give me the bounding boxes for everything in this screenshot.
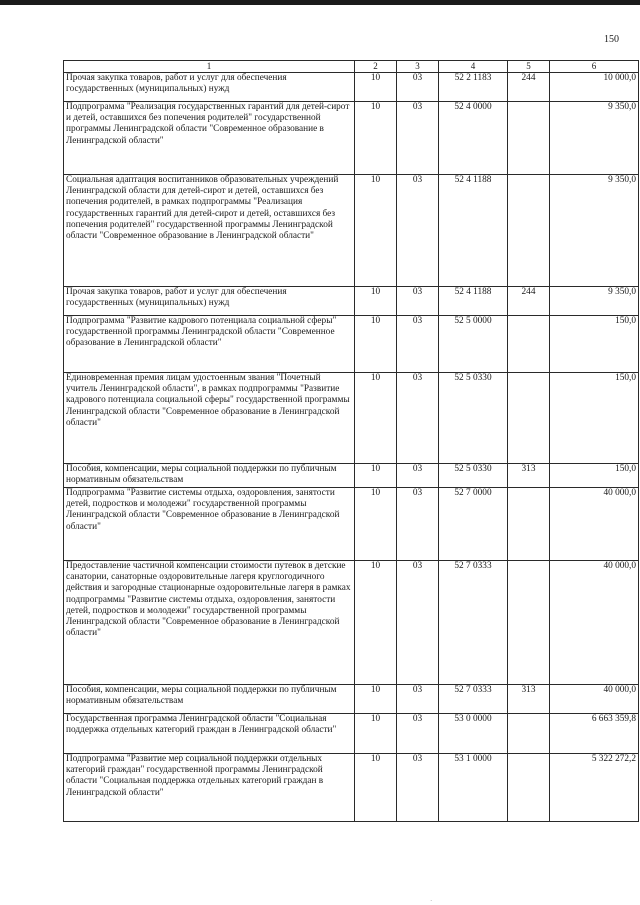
cell-subsection: 03 xyxy=(397,561,439,685)
page-number: 150 xyxy=(604,34,619,45)
cell-type xyxy=(508,316,550,373)
cell-name: Прочая закупка товаров, работ и услуг для обеспечения государственных (муниципальных) нужд xyxy=(64,287,355,316)
header-name: 1 xyxy=(64,61,355,73)
table-row xyxy=(64,287,639,316)
cell-type xyxy=(508,488,550,561)
cell-amount: 5 322 272,2 xyxy=(550,754,639,822)
table-row xyxy=(64,714,639,754)
cell-name: Подпрограмма "Развитие системы отдыха, оздоровления, занятости детей, подростков и молодежи" государственной программы Ленинградской области "Современное образование в Ленинградской области" xyxy=(64,488,355,561)
header-target: 4 xyxy=(439,61,508,73)
cell-type xyxy=(508,175,550,287)
cell-target: 52 5 0330 xyxy=(439,373,508,464)
table-row xyxy=(64,102,639,175)
table-row xyxy=(64,561,639,685)
cell-amount: 150,0 xyxy=(550,464,639,488)
header-subsection: 3 xyxy=(397,61,439,73)
cell-amount: 150,0 xyxy=(550,373,639,464)
cell-amount: 40 000,0 xyxy=(550,561,639,685)
cell-subsection: 03 xyxy=(397,464,439,488)
cell-name: Подпрограмма "Развитие мер социальной поддержки отдельных категорий граждан" государственной программы Ленинградской области "Социальная поддержка отдельных категорий граждан в Ленинградской области" xyxy=(64,754,355,822)
cell-type: 244 xyxy=(508,287,550,316)
cell-type: 244 xyxy=(508,73,550,102)
cell-section: 10 xyxy=(355,287,397,316)
cell-type xyxy=(508,714,550,754)
cell-amount: 10 000,0 xyxy=(550,73,639,102)
table-row xyxy=(64,73,639,102)
cell-target: 52 4 0000 xyxy=(439,102,508,175)
cell-amount: 9 350,0 xyxy=(550,102,639,175)
cell-subsection: 03 xyxy=(397,287,439,316)
cell-amount: 9 350,0 xyxy=(550,175,639,287)
header-section: 2 xyxy=(355,61,397,73)
cell-section: 10 xyxy=(355,685,397,714)
cell-section: 10 xyxy=(355,464,397,488)
cell-subsection: 03 xyxy=(397,102,439,175)
cell-target: 52 4 1188 xyxy=(439,175,508,287)
cell-section: 10 xyxy=(355,561,397,685)
table-row xyxy=(64,685,639,714)
cell-subsection: 03 xyxy=(397,175,439,287)
cell-type: 313 xyxy=(508,464,550,488)
cell-subsection: 03 xyxy=(397,754,439,822)
cell-amount: 40 000,0 xyxy=(550,685,639,714)
cell-section: 10 xyxy=(355,102,397,175)
cell-target: 52 5 0330 xyxy=(439,464,508,488)
cell-target: 53 0 0000 xyxy=(439,714,508,754)
header-type: 5 xyxy=(508,61,550,73)
cell-amount: 150,0 xyxy=(550,316,639,373)
cell-name: Единовременная премия лицам удостоенным звания "Почетный учитель Ленинградской области", в рамках подпрограммы "Развитие кадрового потенциала социальной сферы" государственной программы Ленинградской области "Современное образование в Ленинградской области" xyxy=(64,373,355,464)
cell-subsection: 03 xyxy=(397,373,439,464)
cell-section: 10 xyxy=(355,754,397,822)
cell-type: 313 xyxy=(508,685,550,714)
cell-section: 10 xyxy=(355,73,397,102)
cell-target: 52 4 1188 xyxy=(439,287,508,316)
cell-subsection: 03 xyxy=(397,73,439,102)
cell-amount: 6 663 359,8 xyxy=(550,714,639,754)
cell-subsection: 03 xyxy=(397,488,439,561)
cell-amount: 40 000,0 xyxy=(550,488,639,561)
cell-target: 52 7 0000 xyxy=(439,488,508,561)
cell-name: Подпрограмма "Развитие кадрового потенциала социальной сферы" государственной программы Ленинградской области "Современное образование в Ленинградской области" xyxy=(64,316,355,373)
cell-section: 10 xyxy=(355,373,397,464)
cell-name: Подпрограмма "Реализация государственных гарантий для детей-сирот и детей, оставшихся без попечения родителей" государственной программы Ленинградской области "Современное образование в Ленинградской области" xyxy=(64,102,355,175)
table-row xyxy=(64,175,639,287)
cell-subsection: 03 xyxy=(397,714,439,754)
table-row xyxy=(64,464,639,488)
cell-type xyxy=(508,561,550,685)
header-amount: 6 xyxy=(550,61,639,73)
cell-type xyxy=(508,373,550,464)
cell-section: 10 xyxy=(355,175,397,287)
table-row xyxy=(64,754,639,822)
cell-name: Государственная программа Ленинградской области "Социальная поддержка отдельных категорий граждан в Ленинградской области" xyxy=(64,714,355,754)
cell-subsection: 03 xyxy=(397,316,439,373)
cell-target: 52 2 1183 xyxy=(439,73,508,102)
cell-type xyxy=(508,102,550,175)
cell-name: Предоставление частичной компенсации стоимости путевок в детские санатории, санаторные оздоровительные лагеря круглогодичного действия и загородные стационарные оздоровительные лагеря в рамках подпрограммы "Развитие системы отдыха, оздоровления, занятости детей, подростков и молодежи" государственной программы Ленинградской области "Современное образование в Ленинградской области" xyxy=(64,561,355,685)
budget-table xyxy=(63,60,639,822)
scan-noise: · xyxy=(430,897,433,905)
table-row xyxy=(64,316,639,373)
cell-name: Социальная адаптация воспитанников образовательных учреждений Ленинградской области для детей-сирот и детей, оставшихся без попечения родителей, в рамках подпрограммы "Реализация государственных гарантий для детей-сирот и детей, оставшихся без попечения родителей" государственной программы Ленинградской области "Современное образование в Ленинградской области" xyxy=(64,175,355,287)
cell-amount: 9 350,0 xyxy=(550,287,639,316)
cell-target: 52 7 0333 xyxy=(439,561,508,685)
scan-top-edge xyxy=(0,0,640,5)
cell-section: 10 xyxy=(355,488,397,561)
table-row xyxy=(64,373,639,464)
cell-target: 52 7 0333 xyxy=(439,685,508,714)
table-header-row xyxy=(64,61,639,73)
cell-type xyxy=(508,754,550,822)
cell-section: 10 xyxy=(355,316,397,373)
cell-name: Прочая закупка товаров, работ и услуг для обеспечения государственных (муниципальных) нужд xyxy=(64,73,355,102)
cell-target: 53 1 0000 xyxy=(439,754,508,822)
cell-subsection: 03 xyxy=(397,685,439,714)
table-row xyxy=(64,488,639,561)
cell-section: 10 xyxy=(355,714,397,754)
cell-target: 52 5 0000 xyxy=(439,316,508,373)
cell-name: Пособия, компенсации, меры социальной поддержки по публичным нормативным обязательствам xyxy=(64,685,355,714)
cell-name: Пособия, компенсации, меры социальной поддержки по публичным нормативным обязательствам xyxy=(64,464,355,488)
